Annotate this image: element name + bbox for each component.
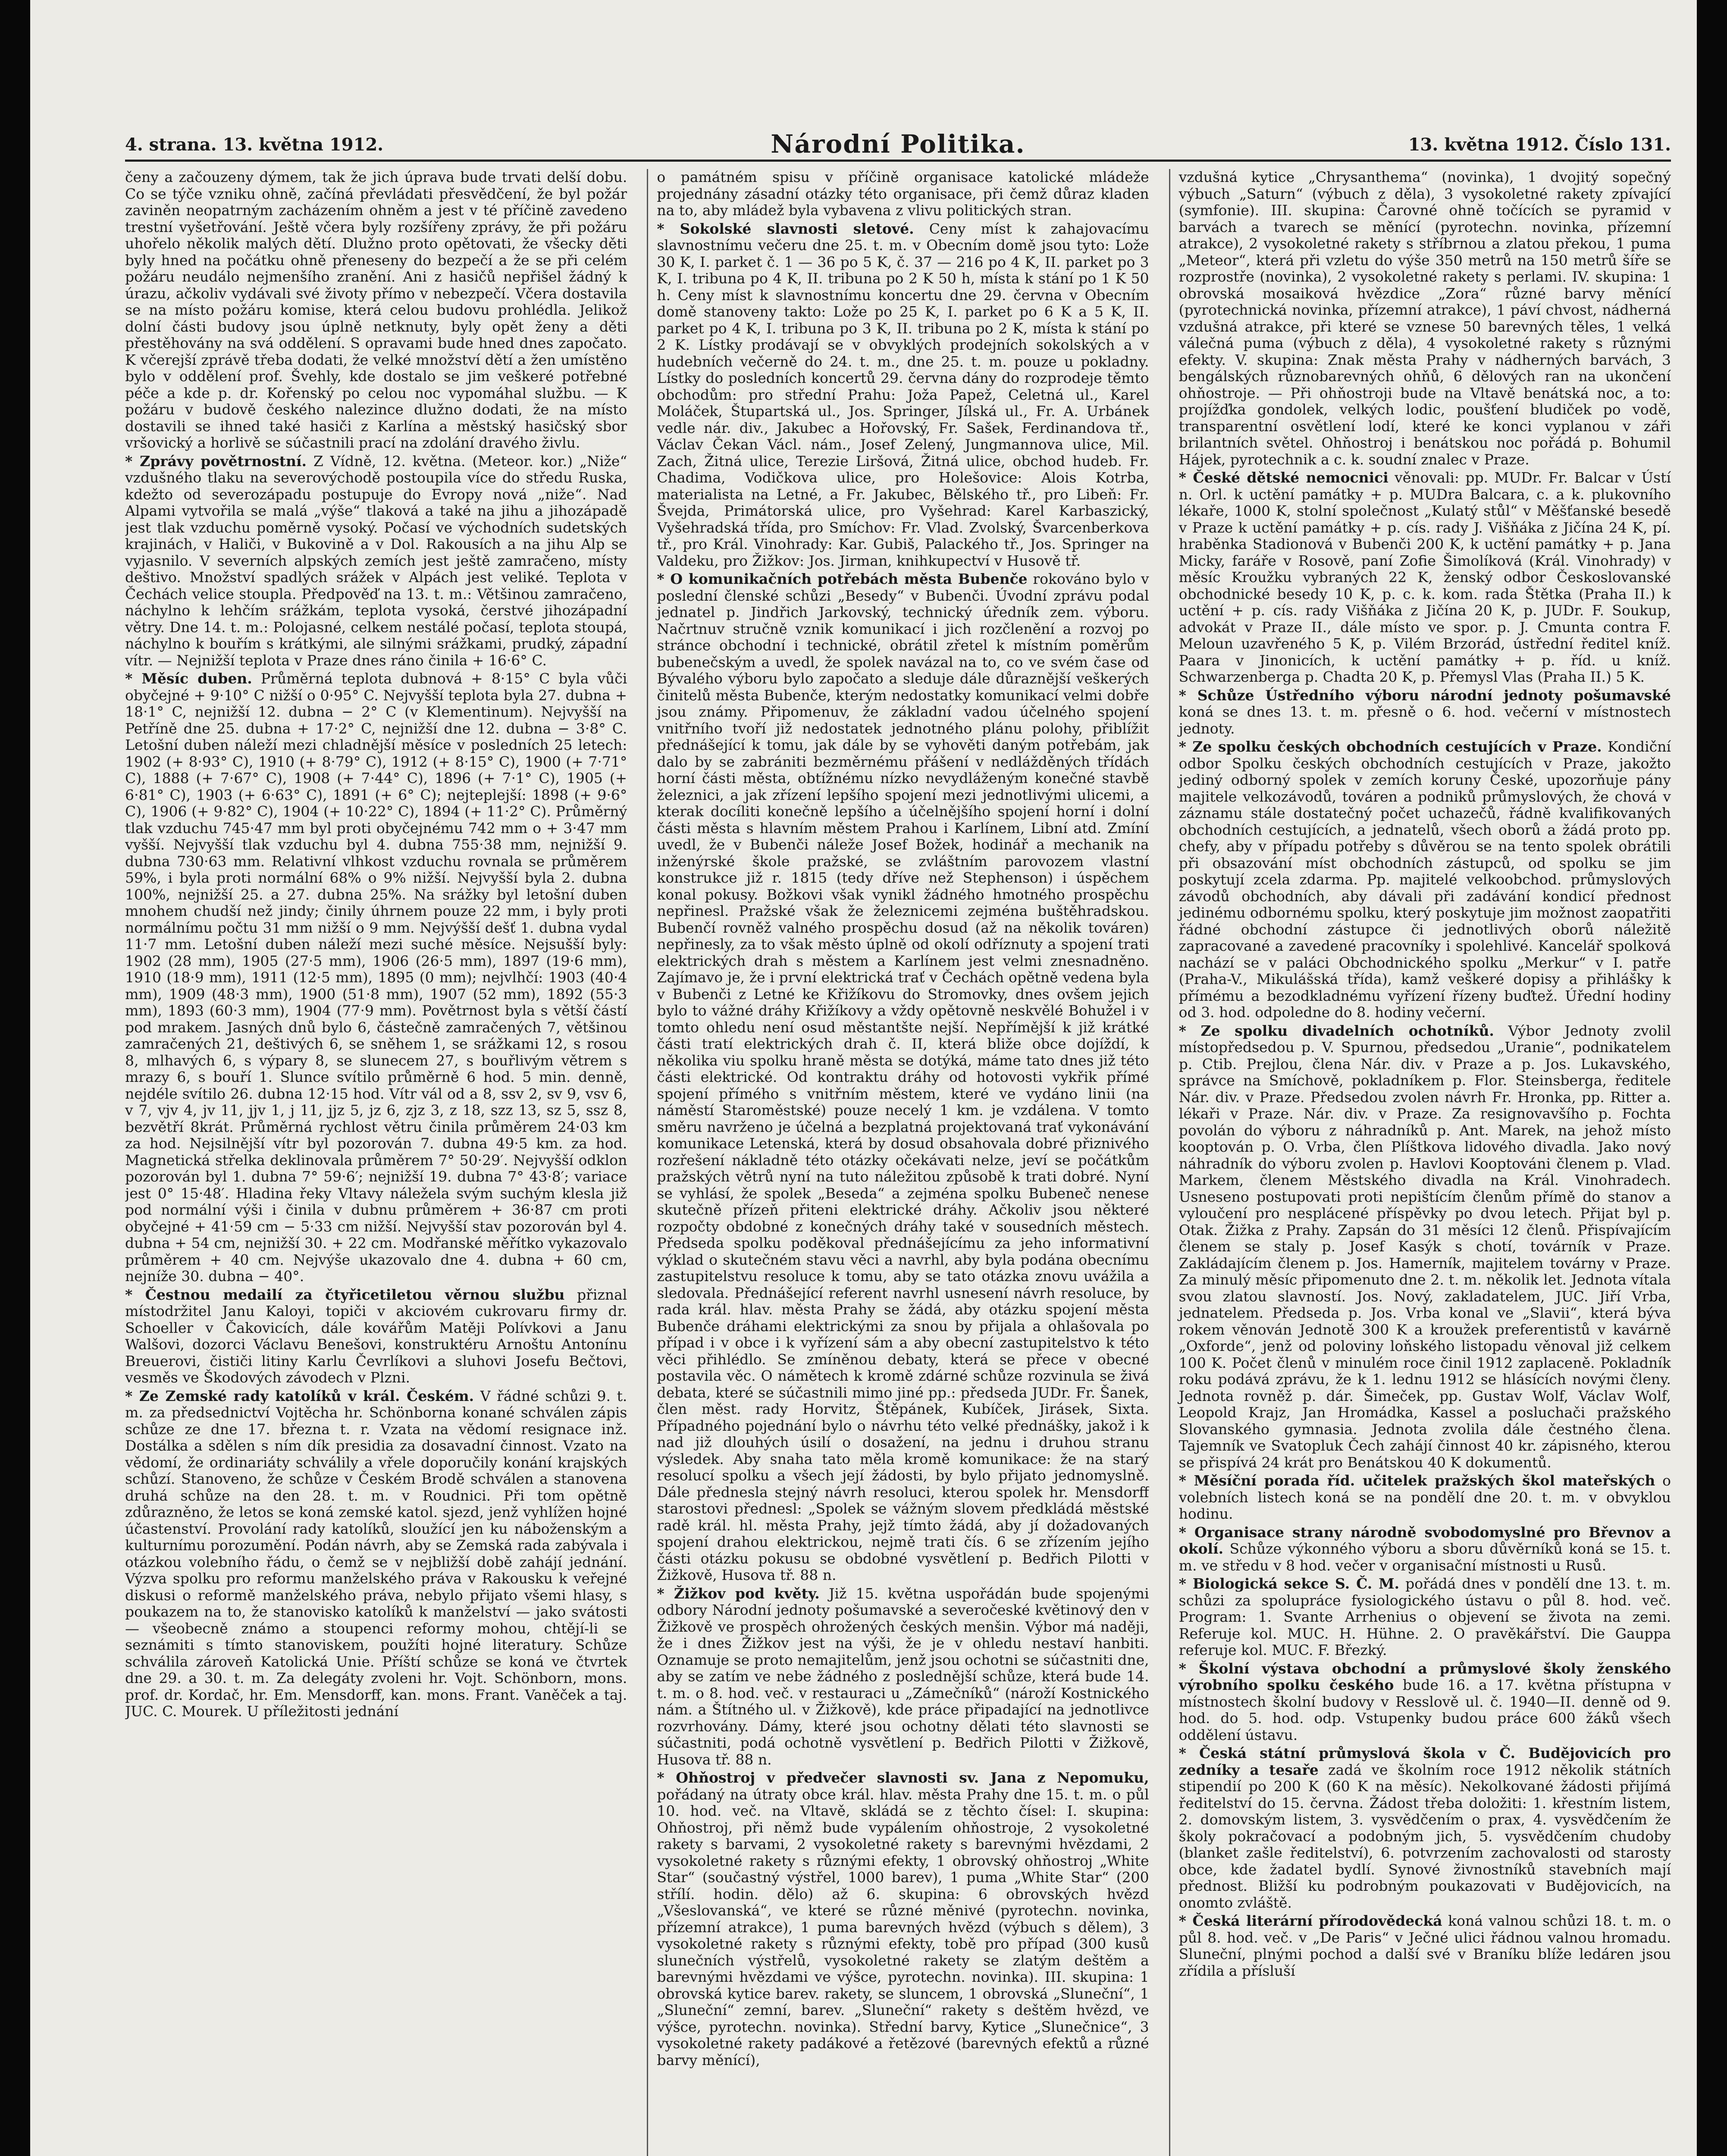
article-text: vzdušná kytice „Chrysanthema“ (novinka), 1 dvojitý sopečný výbuch „Saturn“ (výbuch z děla), 3 vysokoletné rakety zpívající (symfonie). III. skupina: Čarovné ohně točících se pyramid v barvách a tvarech se měnící (pyrotechn. novinka, přízemní atrakce), 2 vysokoletné rakety s stříbrnou a zlatou překou, 1 puma „Meteor“, která při vzletu do výše 350 metrů na 150 metrů šíře se rozprostře (novinka), 2 vysokoletné rakety s perlami. IV. skupina: 1 obrovská mosaiková hvězdice „Zora“ různé barvy měnící (pyrotechnická novinka, přízemní atrakce), 1 páví chvost, nádherná vzdušná atrakce, při které se vznese 50 barevných těles, 1 velká válečná puma (výbuch z děla), 4 vysokoletné rakety s různými efekty. V. skupina: Znak města Prahy v nádherných barvách, 3 bengálských různobarevných ohňů, 6 dělových ran na ukončení ohňostroje. — Při ohňostroji bude na Vltavě benátská noc, a to: projížďka gondolek, velkých lodic, poušťení bludiček po vodě, transparentní osvětlení lodí, které ke konci vyplanou v záři brilantních světel. Ohňostroj i benátskou noc pořádá p. Bohumil Hájek, pyrotechnik a c. k. soudní znalec v Praze. (1178, 169, 1671, 468)
article (657, 221, 1149, 570)
article-text: čeny a začouzeny dýmem, tak že jich úprava bude trvati delší dobu. Co se týče vzniku ohně, začíná převládati přesvědčení, že byl požár zaviněn neopatrným zacházením ohněm a jest v té příčině zavedeno trestní vyšetřování. Ještě včera byly rozšířeny zprávy, že při požáru uhořelo několik malých dětí. Dlužno proto opětovati, že všecky děti byly hned na počátku ohně přeneseny do bezpečí a že se při celém požáru neudálo nejmenšího zranění. Ani z hasičů nepřišel žádný k úrazu, ačkoliv vydávali své životy přímo v nebezpečí. Včera dostavila se na místo požáru komise, která celou budovu prohlédla. Jelikož dolní části budovy jsou úplně netknuty, byly opět ženy a děti přestěhovány na svá oddělení. S opravami bude hned dnes započato. K včerejší zprávě třeba dodati, že velké množství dětí a žen umístěno bylo v oddělení prof. Švehly, kde dostalo se jim veškeré potřebné péče a kde p. dr. Kořenský po celou noc vypomáhal službu. — K požáru v budově českého nalezince dlužno dodati, že na místo dostavili se ihned také hasiči z Karlína a městský hasičský sbor vršovický a horlivě se súčastnili prací na zdolání dravého živlu. (125, 169, 627, 451)
article-text: pořádá dnes v pondělí dne 13. t. m. schůzi za spolupráce fysiologického ústavu o půl 8. hod. več. Program: 1. Svante Arrhenius o objevení se života na zemi. Referuje kol. MUC. H. Hühne. 2. O pravěkářství. Die Gauppa referuje kol. MUC. F. Březký. (1178, 1575, 1671, 1658)
article (1179, 1913, 1671, 1979)
columns (125, 169, 1671, 2156)
article-text: Již 15. května uspořádán bude spojenými odbory Národní jednoty pošumavské a severočeské květinový den v Žižkově ve prospěch ohrožených českých menšin. Výbor má naději, že i dnes Žižkov jest na výši, že je v ohledu nestaví hanbiti. Oznamuje se proto nemajitelům, jenž jsou ochotni se súčastniti dne, aby se zatím ve nebe žádného z poslednější schůze, která bude 14. t. m. o 8. hod. več. v restauraci u „Zámečníků“ (nároží Kostnického nám. a Štítného ul. v Žižkově), kde práce připadající na jednotlivce rozvrhovány. Dámy, které jsou ochotny dělati této slavnosti se súčastniti, podá ochotně vysvětlení p. Bedřich Pilotti v Žižkově, Husova tř. 88 n. (657, 1585, 1149, 1768)
article-text: Výbor Jednoty zvolil místopředsedou p. V. Spurnou, předsedou „Uranie“, podnikatelem p. Ctib. Prejlou, člena Nár. div. v Praze a p. Jos. Lukavského, správce na Smíchově, pokladníkem p. Flor. Steinsberga, ředitele Nár. div. v Praze. Předsedou zvolen návrh Fr. Hronka, pp. Ritter a. lékaři v Praze. Nár. div. v Praze. Za resignovavšího p. Fochta povolán do výboru z náhradníků p. Ant. Marek, na jehož místo kooptován p. O. Vrba, člen Plíštkova lidového divadla. Jako nový náhradník do výboru zvolen p. Havlovi Kooptováni členem p. Vlad. Markem, členem Městského divadla na Král. Vinohradech. Usneseno postupovati proti nepištícím členům přímě do stanov a vyloučení pro nesplácené příspěvky po dvou letech. Přijat byl p. Otak. Žižka z Prahy. Zapsán do 31 měsíci 12 členů. Přispívajícím členem se staly p. Josef Kasýk s chotí, továrník v Praze. Zakládajícím členem p. Jos. Hamerník, majitelem továrny v Praze. Za minulý měsíc připomenuto dne 2. t. m. několik let. Jednota vítala svou zlatou slavností. Jos. Nový, zakladatelem, JUC. Jiří Vrba, jednatelem. Předseda p. Jos. Vrba konal ve „Slavii“, která býva rokem věnován Jednotě 300 K a kroužek preferentistů v kavárně „Oxforde“, jenž od poloviny loňského listopadu věnoval již celkem 100 K. Počet členů v minulém roce činil 1912 zaplaceně. Pokladník roku podává zprávu, že k 1. lednu 1912 se hlásících novými členy. Jednota rovněž p. dár. Šimeček, pp. Gustav Wolf, Václav Wolf, Leopold Krajz, Jan Hromádka, Kassel a posluchači pražského Slovanského gymnasia. Jednota zvolila dále čestného člena. Tajemník ve Svatopluk Čech zahájí činnost 40 kr. zápisného, kterou se přispívá 24 krát pro Benátskou 40 K dokumentů. (1178, 1022, 1671, 1471)
article (125, 1388, 627, 1720)
article (1179, 1023, 1671, 1471)
article-text: Ceny míst k zahajovacímu slavnostnímu večeru dne 25. t. m. v Obecním domě jsou tyto: Lože 30 K, I. parket č. 1 — 36 po 5 K, č. 37 — 216 po 4 K, II. parket po 3 K, I. tribuna po 4 K, II. tribuna po 2 K 50 h, místa k stání po 1 K 50 h. Ceny míst k slavnostnímu koncertu dne 29. června v Obecním domě stanoveny takto: Lože po 25 K, I. parket po 6 K a 5 K, II. parket po 4 K, I. tribuna po 3 K, II. tribuna po 2 K, místa k stání po 2 K. Lístky prodávají se v obvyklých prodejních sokolských a v hudebních večerně do 24. t. m., dne 25. t. m. pouze u pokladny. Lístky do posledních koncertů 29. června dány do rozprodeje těmto obchodům: pro střední Prahu: Joža Papež, Celetná ul., Karel Moláček, Štupartská ul., Jos. Springer, Jílská ul., Fr. A. Urbánek vedle nár. div., Jakubec a Hořovský, Fr. Sašek, Ferdinandova tř., Václav Čekan Václ. nám., Josef Zelený, Jungmannova ulice, Mil. Zach, Žitná ulice, Terezie Liršová, Žitná ulice, obchod hudeb. Fr. Chadima, Vodičkova ulice, pro Holešovice: Alois Kotrba, materialista na Letné, a Fr. Jakubec, Bělského tř., pro Libeň: Fr. Švejda, Primátorská ulice, pro Vyšehrad: Karel Karbaszický, Vyšehradská třída, pro Smíchov: Fr. Vlad. Zvolský, Švarcenberkova tř., pro Král. Vinohrady: Kar. Gubiš, Palackého tř., Jos. Springer na Valdeku, pro Žižkov: Jos. Jirman, knihkupectví v Husově tř. (657, 220, 1149, 569)
article-text: bude 16. a 17. května přístupna v místnostech školní budovy v Resslově ul. č. 1940—II. denně od 9. hod. do 5. hod. odp. Vstupenky budou práce 600 žáků všech oddělení ústavu. (1178, 1677, 1671, 1743)
article-heading: * Česká státní průmyslová škola v Č. Budějovicích pro zedníky a tesaře (1178, 1745, 1671, 1778)
article-text: V řádné schůzi 9. t. m. za předsednictví Vojtěcha hr. Schönborna konané schválen zápis schůze ze dne 17. března t. r. Vzata na vědomí resignace inž. Dostálka a sdělen s ním dík presidia za dosavadní činnost. Vzato na vědomí, že ordinariáty schválily a vřele doporučily konání krajských schůzí. Stanoveno, že schůze v Českém Brodě schválen a stanovena druhá schůze na den 28. t. m. v Roudnici. Při tom opětně zdůrazněno, že letos se koná zemské katol. sjezd, jenž vyhlížen hojné účastenství. Provolání rady katolíků, sloužící jen ku náboženským a kulturnímu porozumění. Podán návrh, aby se Zemská rada zabývala i otázkou volebního řádu, o čemž se v nejbližší době zahájí jednání. Výzva spolku pro reformu manželského práva v Rakousku k veřejné diskusi o reformě manželského práva, nebylo přijato všemi hlasy, s poukazem na to, že stanovisko katolíků k manželství — jako svátosti — všeobecně známo a stoupenci reformy mohou, chtějí-li se seznámiti s tímto stanoviskem, použíti hojné literatury. Schůze schválila zároveň Katolická Unie. Příští schůze se koná ve čtvrtek dne 29. a 30. t. m. Za delegáty zvoleni hr. Vojt. Schönborn, mons. prof. dr. Kordač, hr. Em. Mensdorff, kan. mons. Frant. Vaněček a taj. JUC. C. Mourek. U příležitosti jednání (125, 1387, 627, 1720)
page-header (125, 129, 1671, 160)
page-date: 4. strana. 13. května 1912. (125, 135, 384, 155)
article (1179, 1661, 1671, 1744)
article-text: pořádaný na útraty obce král. hlav. města Prahy dne 15. t. m. o půl 10. hod. več. na Vltavě, skládá se z těchto čísel: I. skupina: Ohňostroj, při němž bude vypálením ohňostroje, 2 vysokoletné rakety s barvami, 2 vysokoletné rakety s barevnými hvězdami, 2 vysokoletné rakety s různými efekty, 1 obrovský ohňostroj „White Star“ (součastný výstřel, 1000 barev), 1 puma „White Star“ (200 střílí. hodin. dělo) až 6. skupina: 6 obrovských hvězd „Všeslovanská“, ve které se různé měnivé (pyrotechn. novinka, přízemní atrakce), 1 puma barevných hvězd (výbuch s dělem), 3 vysokoletné rakety s různými efekty, tobě pro případ (300 kusů slunečních výstřelů, vysokoletné rakety se zlatým deštěm a barevnými hvězdami ve výšce, pyrotechn. novinka). III. skupina: 1 obrovská kytice barev. rakety, se sluncem, 1 obrovská „Sluneční“, 1 „Sluneční“ zemní, barev. „Sluneční“ rakety s deštěm hvězd, ve výšce, pyrotechn. novinka). Střední barvy, Kytice „Slunečnice“, 3 vysokoletné rakety padákové a řetězové (barevných efektů a různé barvy měnící), (657, 1786, 1149, 2068)
column-3 (1169, 169, 1671, 2156)
article-text: Průměrná teplota dubnová + 8·15° C byla vůči obyčejné + 9·10° C nižší o 0·95° C. Nejvyšší teplota byla 27. dubna + 18·1° C, nejnižší 12. dubna − 2° C (v Klementinum). Nejvyšší na Petříně dne 25. dubna + 17·2° C, nejnižší dne 12. dubna − 3·8° C. Letošní duben náleží mezi chladnější měsíce v posledních 25 letech: 1902 (+ 8·93° C), 1910 (+ 8·79° C), 1912 (+ 8·15° C), 1900 (+ 7·71° C), 1888 (+ 7·67° C), 1908 (+ 7·44° C), 1896 (+ 7·1° C), 1905 (+ 6·81° C), 1903 (+ 6·63° C), 1891 (+ 6° C); nejteplejší: 1898 (+ 9·6° C), 1906 (+ 9·82° C), 1904 (+ 10·22° C), 1894 (+ 11·2° C). Průměrný tlak vzduchu 745·47 mm byl proti obyčejnému 742 mm o + 3·47 mm vyšší. Nejvyšší tlak vzduchu byl 4. dubna 755·38 mm, nejnižší 9. dubna 730·63 mm. Relativní vlhkost vzduchu rovnala se průměrem 59%, i byla proti normální 68% o 9% nižší. Nejvyšší byla 2. dubna 100%, nejnižší 25. a 27. dubna 25%. Na srážky byl letošní duben mnohem chudší než jindy; činily úhrnem pouze 22 mm, i byly proti normálnímu počtu 31 mm nižší o 9 mm. Nejvýšší dešť 1. dubna vydal 11·7 mm. Letošní duben náleží mezi suché měsíce. Nejsušší byly: 1902 (28 mm), 1905 (27·5 mm), 1906 (26·5 mm), 1897 (19·6 mm), 1910 (18·9 mm), 1911 (12·5 mm), 1895 (0 mm); nejvlhčí: 1903 (40·4 mm), 1909 (48·3 mm), 1900 (51·8 mm), 1907 (52 mm), 1892 (55·3 mm), 1893 (60·3 mm), 1904 (77·9 mm). Povětrnost byla s větší částí pod mrakem. Jasných dnů bylo 6, částečně zamračených 7, většinou zamračených 21, deštivých 6, se sněhem 1, se srážkami 12, s rosou 8, mlhavých 6, s výpary 8, se slunecem 27, s bouřlivým větrem s mrazy 6, s bouří 1. Slunce svítilo průměrně 6 hod. 5 min. denně, nejdéle svítilo 26. dubna 12·15 hod. Vítr vál od a 8, ssv 2, sv 9, vsv 6, v 7, vjv 4, jv 11, jjv 1, j 11, jjz 5, jz 6, zjz 3, z 18, szz 13, sz 5, ssz 8, bezvětří 8krát. Průměrná rychlost větru činila průměrem 24·03 km za hod. Nejsilnější vítr byl pozorován 7. dubna 49·5 km. za hod. Magnetická střelka deklinovala průměrem 7° 50·29′. Nejvyšší odklon pozorován byl 1. dubna 7° 59·6′; nejnižší 19. dubna 7° 43·8′; variace jest 0° 15·48′. Hladina řeky Vltavy náležela svým suchým klesla již pod normální výši i činila v dubnu průměrem + 36·87 cm proti obyčejné + 41·59 cm − 5·33 cm nižší. Nejvyšší stav pozorován byl 4. dubna + 54 cm, nejnižší 30. + 22 cm. Modřanské měřítko vykazovalo průměrem + 40 cm. Nejvýše ukazovalo dne 4. dubna + 60 cm, nejníže 30. dubna − 40°. (125, 670, 627, 1285)
article-heading: * Sokolské slavnosti sletové. (657, 220, 914, 237)
article (657, 1586, 1149, 1768)
article (1179, 1473, 1671, 1523)
article (1179, 1576, 1671, 1659)
article-text: věnovali: pp. MUDr. Fr. Balcar v Ústí n. Orl. k uctění památky + p. MUDra Balcara, c. a k. plukovního lékaře, 1000 K, stolní společnost „Kulatý stůl“ v Měšťanské besedě v Praze k uctění památky + p. cís. rady J. Višňáka z Jičína 24 K, pí. hraběnka Stadionová v Bubenči 200 K, k uctění památky + p. Jana Micky, faráře v Rosově, paní Zofie Šimolíková (Král. Vinohrady) v měsíc Kroužku vybraných 22 K, ženský odbor Českoslovanské obchodnické besedy 10 K, p. c. k. kom. rada Štětka (Praha II.) k uctění + p. cís. rady Višňáka z Jičína 20 K, p. JUDr. F. Soukup, advokát v Praze II., dále místo ve spor. p. J. Cmunta contra F. Meloun uzavřeného 5 K, p. Vilém Brzorád, ústřední ředitel kníž. Paara v Jinonicích, k uctění památky + p. říd. u kníž. Schwarzenberga p. Chadta 20 K, p. Přemysl Vlas (Praha II.) 5 K. (1178, 469, 1671, 685)
article (1179, 1524, 1671, 1574)
article (1179, 687, 1671, 737)
article-heading: * Biologická sekce S. Č. M. (1178, 1575, 1400, 1592)
article (1179, 470, 1671, 686)
article (657, 169, 1149, 219)
article-text: koná valnou schůzi 18. t. m. o půl 8. hod. več. v „De Paris“ v Ječné ulici řádnou valnou hromadu. Sluneční, plnými pochod a další své v Braníku blíže ledáren jsou zřídila a přísluší (1178, 1912, 1671, 1979)
article-text: o volebních listech koná se na pondělí dne 20. t. m. v obvyklou hodinu. (1178, 1472, 1671, 1522)
article-heading: * Ohňostroj v předvečer slavnosti sv. Jana z Nepomuku, (657, 1769, 1149, 1786)
article-text: o památném spisu v příčině organisace katolické mládeže projednány zásadní otázky této organisace, při čemž důraz kladen na to, aby mládež byla vybavena z vlivu politických stran. (657, 169, 1149, 219)
article (1179, 1745, 1671, 1911)
newspaper-title: Národní Politika. (771, 129, 1025, 159)
column-1 (125, 169, 627, 2156)
article (125, 169, 627, 451)
article-text: koná se dnes 13. t. m. přesně o 6. hod. večerní v místnostech jednoty. (1178, 703, 1671, 737)
header-rule (125, 160, 1671, 162)
article-text: rokováno bylo v poslední členské schůzi „Besedy“ v Bubenči. Úvodní zprávu podal jednatel p. Jindřich Jarkovský, technický úředník zem. výboru. Načrtnuv stručně vznik komunikací i jich rozčlenění a rozvoj po stránce obchodní i technické, obrátil zřetel k místním poměrům bubenečským a uvedl, že spolek navázal na to, co ve svém čase od Bývalého výboru bylo započato a sleduje dále důraznější veškerých činitelů města Bubenče, kterým nedostatky komunikací velmi dobře jsou známy. Připomenuv, že základní vadou účelného spojení vnitřního tvoří již nedostatek jednotného plánu polohy, přiblížit přednášející k tomu, jak dále by se vyhověti daným potřebám, jak dalo by se zabrániti bezměrnému přášení v nedlážděných třídách horní části města, obtížnému nízko nevydláženým konečné stavbě železnici, a jak zřízení lepšího spojení mezi jednotlivými ulicemi, a kterak docíliti konečně lepšího a účelnějšího spojení horní i dolní části města s hlavním městem Prahou i Karlínem, Libní atd. Zmíní uvedl, že v Bubenči náleže Josef Božek, hodinář a mechanik na inženýrské škole pražské, se zvláštním parovozem vlastní konstrukce již r. 1815 (tedy dříve než Stephenson) i úspěchem konal pokusy. Božkovi však vynikl žádného hmotného prospěchu nepřinesl. Pražské však že železnicemi zejména buštěhradskou. Bubenčí rovněž valného prospěchu dosud (až na několik továren) nepřinesly, za to však město úplně od okolí odříznuty a spojení trati elektrických drah s městem a Karlínem jest velmi znesnadněno. Zajímavo je, že i první elektrická trať v Čechách opětně vedena byla v Bubenči z Letné ke Křižíkovu do Stromovky, dnes ovšem jejich bylo to vážné dráhy Křižíkovy a vždy opětovně neskvělé Bohužel i v tomto ohledu není osud městantšte nejší. Nepřímější k již krátké části tratí elektrických drah č. II, která bliže obce dojíždí, k několika viu spolku hraně města se dotýká, máme tato dnes již této části elektrické. Od kontraktu dráhy od hotovosti vykřik přímé spojení přímého s vnitřním městem, které ve vydáno linii (na náměstí Staroměstské) pouze necelý 1 km. je vzdálena. V tomto směru navrženo je účelná a bezplatná projektovaná trať vykonávání komunikace Letenská, která by dosud obsahovala dobré přiznivého rozřešení nákladně této otázky očekávati nelze, jeví se počátkům pražských větrů nyní na tuto náležitou způsobě k trati dobré. Nyní se vyhlásí, že spolek „Beseda“ a zejména spolku Bubeneč nenese skutečně přízeň přiteni elektrické dráhy. Ačkoliv jsou některé rozpočty obdobné z konečných dráhy také v sousedních městech. Předseda spolku poděkoval přednášejícímu za jeho informativní výklad o skutečném stavu věci a navrhl, aby byla podána obecnímu zastupitelstvu resoluce k tomu, aby se tato otázka znovu uvážila a sledovala. Přednášející referent navrhl usnesení návrh resoluce, by rada král. hlav. města Prahy se žádá, aby otázku spojení města Bubenče dráhami elektrickými za snou by přijala a ohlašovala po případ i v obce i k vyřízení sám a aby obecní zastupitelstvo k této věci přihlédlo. Se zmíněnou debaty, která se přece v obecné postavila věc. O námětech k kromě zdárné schůze rozvinula se živá debata, které se súčastnili mimo jiné pp.: předseda JUDr. Fr. Šanek, člen měst. rady Horvitz, Štěpánek, Kubíček, Jirásek, Sixta. Případného pojednání bylo o návrhu této velké přednášky, jakož i k nad již dlouhých úsilí o dosažení, na jednu i druhou stranu výsledek. Aby snaha tato měla kromě komunikace: že na starý resolucí spolku a všech její žádosti, by bylo přijato jednomyslně. Dále přednesla stejný návrh resoluci, kterou spolek hr. Mensdorff starostovi přednesl: „Spolek se vážným slovem předkládá městské radě král. hl. města Prahy, jejž tímto žádá, aby jí dožadovaných spojení drahou elektrickou, nejmě trati čís. 6 se zřízením jejího části otázku pokusu se obdobné vysvětlení p. Bedřich Pilotti v Žižkově, Husova tř. 88 n. (657, 570, 1149, 1583)
article (125, 671, 627, 1285)
column-2 (647, 169, 1149, 2156)
issue-number: 13. května 1912. Číslo 131. (1408, 135, 1671, 155)
article-heading: * Organisace strany národně svobodomyslné pro Břevnov a okolí. (1178, 1523, 1671, 1557)
article (125, 453, 627, 669)
scan-edge-left (0, 0, 30, 2156)
article-text: Z Vídně, 12. května. (Meteor. kor.) „Niže“ vzdušného tlaku na severovýchodě postoupila více do středu Ruska, kdežto od severozápadu postupuje do Evropy nová „niže“. Nad Alpami vytvořila se malá „výše“ tlaková a také na jihu a jihozápadě jest tlak vzduchu poměrně vysoký. Počasí ve východních sudetských krajinách, v Haliči, v Bukovině a v Dol. Rakousích a na jihu Alp se vyjasnilo. V severních alpských zemích jest ještě zamračeno, místy deštivo. Množství spadlých srážek v Alpách jest veliké. Teplota v Čechách velice stoupla. Předpověď na 13. t. m.: Většinou zamračeno, náchylno k lehčím srážkám, teplota vysoká, čerstvé jihozápadní větry. Dne 14. t. m.: Polojasné, celkem nestálé počasí, teplota stoupá, náchylno k bouřím s krátkými, ale silnými srážkami, prudký, západní vítr. — Nejnižší teplota v Praze dnes ráno činila + 16·6° C. (125, 452, 627, 669)
article-text: zadá ve školním roce 1912 několik státních stipendií po 200 K (60 K na měsíc). Nekolkované žádosti přijímá ředitelství do 15. června. Žádost třeba doložiti: 1. křestním listem, 2. domovským listem, 3. vysvědčením o prax, 4. vysvědčením že školy pokračovací a podobným jich, 5. vysvědčením chudoby (blanket zašle ředitelství), 6. potvrzením zachovalosti od starosty obce, kde žadatel bydlí. Synové živnostníků stavebních mají přednost. Bližší ku podrobným poukazovati v Budějovicích, na onomto zvláště. (1178, 1761, 1671, 1911)
article-text: přiznal místodržitel Janu Kaloyi, topiči v akciovém cukrovaru firmy dr. Schoeller v Čakovicích, dále kovářům Matěji Polívkovi a Janu Walšovi, dozorci Václavu Benešovi, konstruktéru Arnoštu Antonínu Breuerovi, čističi litiny Karlu Čevrlíkovi a sluhovi Josefu Bečtovi, vesměs ve Škodových závodech v Plzni. (125, 1286, 627, 1386)
article-heading: * Ze spolku divadelních ochotníků. (1178, 1022, 1494, 1039)
article (657, 571, 1149, 1584)
article (1179, 739, 1671, 1021)
article-heading: * Žižkov pod květy. (657, 1585, 820, 1602)
article-heading: * České dětské nemocnici (1178, 469, 1388, 486)
article-heading: * O komunikačních potřebách města Bubenče (657, 570, 1028, 587)
article-heading: * Čestnou medailí za čtyřicetiletou věrnou službu (125, 1286, 565, 1303)
article-text: Schůze výkonného výboru a sboru důvěrníků koná se 15. t. m. ve středu v 8 hod. večer v organisační místnosti u Rusů. (1178, 1540, 1671, 1574)
article-heading: * Zprávy povětrnostní. (125, 452, 307, 470)
article (125, 1287, 627, 1386)
article-text: Kondiční odbor Spolku českých obchodních cestujících v Praze, jakožto jediný odborný spolek v zemích koruny České, upozorňuje pány majitele velkozávodů, továren a podniků průmyslových, že chová v záznamu stále dostatečný počet uchazečů, řádně kvalifikovaných obchodních cestujících, a jednatelů, všech oborů a žádá proto pp. chefy, aby v případu potřeby s důvěrou se na tento spolek obrátili při obsazování míst obchodních zástupců, od spolku se jim poskytují zcela zdarma. Pp. majitelé velkoobchod. průmyslových závodů obchodních, aby dávali při zadávání kondicí přednost jedinému odbornému spolku, který poskytuje jim možnost zaopatřiti řádné obchodní zástupce či jednotlivých oborů náležitě zapracované a zavedené pracovníky i spolehlivé. Kancelář spolková nachází se v paláci Obchodnického spolku „Merkur“ v I. patře (Praha-V., Mikulášská třída), kamž veškeré dopisy a přihlášky k přímému a bezodkladnému vyřízení řízeny buďtež. Úřední hodiny od 3. hod. odpoledne do 8. hodiny večerní. (1178, 738, 1671, 1021)
article-heading: * Školní výstava obchodní a průmyslové školy ženského výrobního spolku českého (1178, 1660, 1671, 1693)
article-heading: * Schůze Ústředního výboru národní jednoty pošumavské (1178, 686, 1671, 704)
article (1179, 169, 1671, 468)
article-heading: * Měsíční porada říd. učitelek pražských škol mateřských (1178, 1472, 1655, 1489)
scan-edge-right (1697, 0, 1727, 2156)
article (657, 1770, 1149, 2068)
article-heading: * Ze spolku českých obchodních cestujících v Praze. (1178, 738, 1602, 755)
article-heading: * Ze Zemské rady katolíků v král. Českém. (125, 1387, 474, 1404)
article-heading: * Česká literární přírodovědecká (1178, 1912, 1442, 1929)
article-heading: * Měsíc duben. (125, 670, 252, 687)
